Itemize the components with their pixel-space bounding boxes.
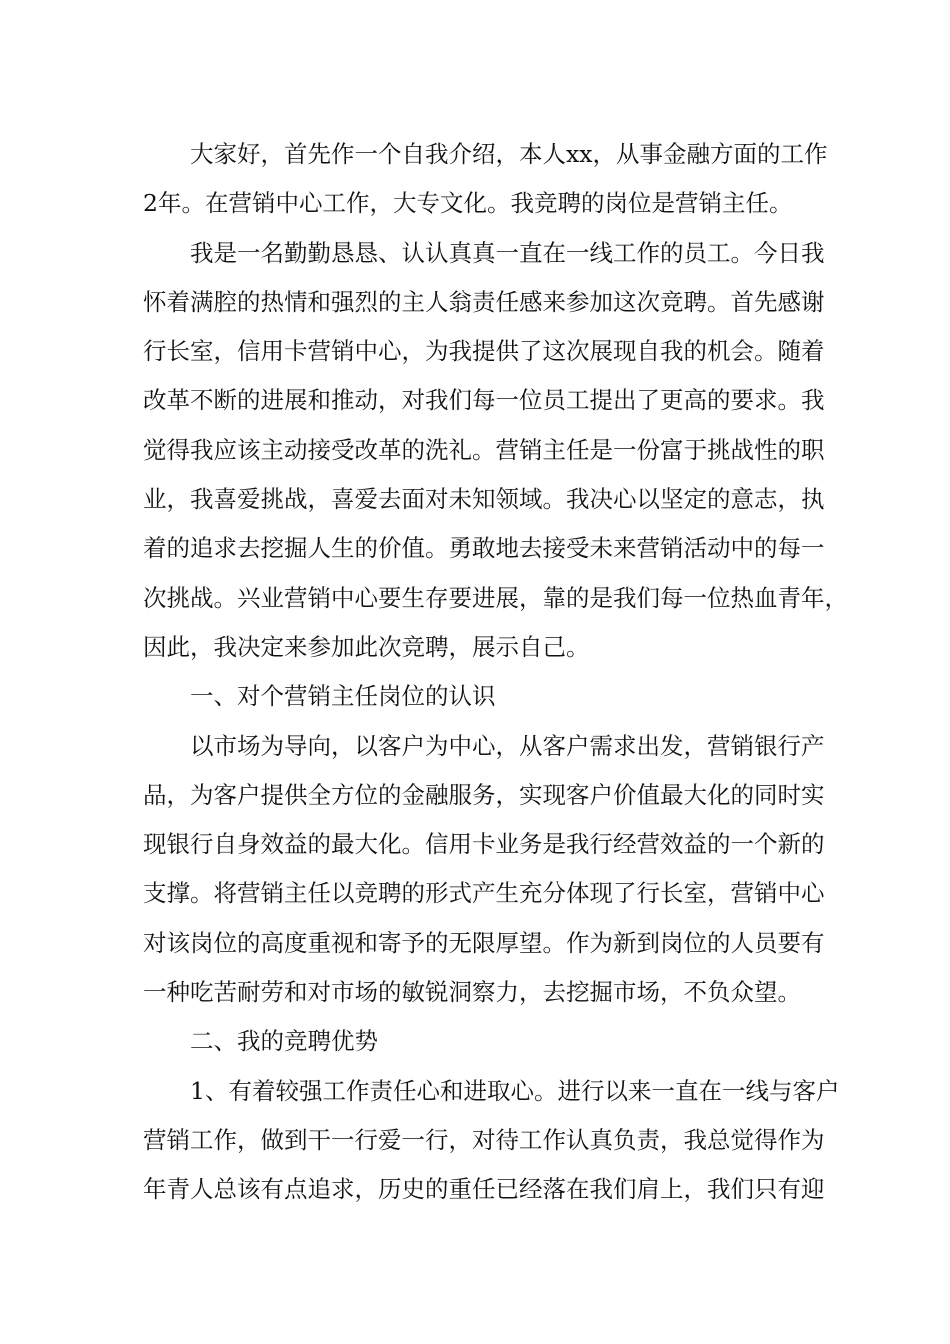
document-body	[143, 130, 848, 1215]
heading-line: 二、我的竞聘优势	[190, 1027, 378, 1056]
text-line: 年青人总该有点追求，历史的重任已经落在我们肩上，我们只有迎	[143, 1175, 825, 1204]
paragraph-motivation	[143, 229, 848, 673]
text-line: 觉得我应该主动接受改革的洗礼。营销主任是一份富于挑战性的职	[143, 435, 825, 464]
text-line: 品，为客户提供全方位的金融服务，实现客户价值最大化的同时实	[143, 780, 825, 809]
text-line: 因此，我决定来参加此次竞聘，展示自己。	[143, 632, 590, 661]
text-line: 一种吃苦耐劳和对市场的敏锐洞察力，去挖掘市场，不负众望。	[143, 978, 801, 1007]
section-heading-1	[143, 672, 811, 721]
text-line: 对该岗位的高度重视和寄予的无限厚望。作为新到岗位的人员要有	[143, 928, 825, 957]
paragraph-role-understanding	[143, 722, 825, 1018]
paragraph-intro	[143, 130, 828, 229]
text-line: 次挑战。兴业营销中心要生存要进展，靠的是我们每一位热血青年，	[143, 583, 848, 612]
text-line: 营销工作，做到干一行爱一行，对待工作认真负责，我总觉得作为	[143, 1125, 825, 1154]
text-line: 行长室，信用卡营销中心，为我提供了这次展现自我的机会。随着	[143, 337, 825, 366]
text-line: 以市场为导向，以客户为中心，从客户需求出发，营销银行产	[190, 731, 825, 760]
text-line: 2年。在营销中心工作，大专文化。我竞聘的岗位是营销主任。	[143, 189, 793, 218]
text-line: 现银行自身效益的最大化。信用卡业务是我行经营效益的一个新的	[143, 830, 825, 859]
paragraph-advantages	[143, 1067, 840, 1215]
text-line: 大家好，首先作一个自我介绍，本人xx，从事金融方面的工作	[190, 140, 828, 168]
text-line: 着的追求去挖掘人生的价值。勇敢地去接受未来营销活动中的每一	[143, 534, 825, 563]
text-line: 1、有着较强工作责任心和进取心。进行以来一直在一线与客户	[190, 1076, 840, 1105]
text-line: 我是一名勤勤恳恳、认认真真一直在一线工作的员工。今日我	[190, 238, 825, 267]
text-line: 支撑。将营销主任以竞聘的形式产生充分体现了行长室，营销中心	[143, 879, 825, 908]
heading-line: 一、对个营销主任岗位的认识	[190, 682, 496, 711]
text-line: 怀着满腔的热情和强烈的主人翁责任感来参加这次竞聘。首先感谢	[143, 287, 825, 316]
section-heading-2	[143, 1017, 811, 1066]
text-line: 改革不断的进展和推动，对我们每一位员工提出了更高的要求。我	[143, 386, 825, 415]
text-line: 业，我喜爱挑战，喜爱去面对未知领域。我决心以坚定的意志，执	[143, 485, 825, 514]
